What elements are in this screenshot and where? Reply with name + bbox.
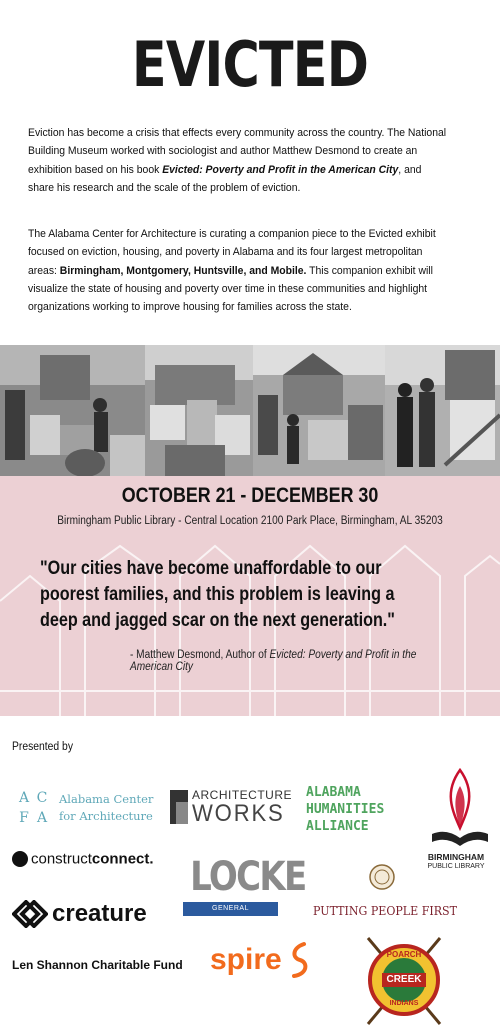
constructconnect-logo[interactable]: constructconnect. (12, 850, 162, 870)
intro-paragraph-1: Eviction has become a crisis that effects every community across the country. The National Building Museum worked with sociologist and author Matthew Desmond to create an exhibition based on his book Evicted: Poverty and Profit in the American City, and share his research and the scale of the problem of eviction. (28, 127, 447, 194)
flame-book-icon (430, 766, 490, 846)
architecture-works-logo[interactable]: ARCHITECTURE WORKS (170, 788, 280, 828)
presented-by-heading: Presented by (12, 741, 73, 753)
acfa-logo[interactable]: A C F A Alabama Center for Architecture (18, 790, 154, 826)
book-title: Evicted: Poverty and Profit in the American City (162, 163, 399, 176)
eviction-photo-2 (145, 345, 253, 476)
event-dates: OCTOBER 21 - DECEMBER 30 (121, 484, 379, 507)
alabama-humanities-alliance-logo[interactable]: ALABAMA HUMANITIES ALLIANCE (306, 785, 385, 834)
spire-mark-icon (286, 940, 312, 980)
page-title: EVICTED (131, 28, 369, 101)
quote-attribution: - Matthew Desmond, Author of Evicted: Poverty and Profit in the American City (130, 649, 417, 673)
locke-logo[interactable]: LOCKE GENERAL CONTRACTORS (183, 856, 278, 920)
intro-paragraph-2: The Alabama Center for Architecture is curating a companion piece to the Evicted exhibit focused on eviction, housing, and poverty in Alabama and its four largest metropolitan areas: Birmingham, Montgomery, Huntsville, and Mobile. This companion exhibit will visualize the state of housing and poverty over time in these communities and highlight organizations working to improve housing for families across the state. (28, 228, 436, 314)
city-seal-icon (369, 864, 395, 890)
city-list: Birmingham, Montgomery, Huntsville, and Mobile. (59, 264, 307, 277)
birmingham-public-library-logo[interactable]: BIRMINGHAM PUBLIC LIBRARY (416, 766, 496, 876)
creature-mark-icon (12, 900, 48, 928)
event-venue: Birmingham Public Library - Central Location 2100 Park Place, Birmingham, AL 35203 (57, 515, 443, 527)
eviction-photo-3 (253, 345, 385, 476)
eviction-photo-4 (385, 345, 500, 476)
poarch-creek-indians-logo[interactable]: POARCH CREEK INDIANS (358, 928, 450, 1032)
putting-people-first-logo[interactable]: PUTTING PEOPLE FIRST (305, 864, 465, 924)
desmond-quote: "Our cities have become unaffordable to our poorest families, and this problem is leaving a deep and jagged scar on the next generation." (40, 558, 395, 631)
constructconnect-mark-icon (12, 851, 28, 867)
eviction-photo-1 (0, 345, 145, 476)
architecture-works-mark-icon (170, 790, 188, 824)
spire-logo[interactable]: spire (210, 940, 310, 984)
photo-collage (0, 345, 500, 476)
len-shannon-logo[interactable]: Len Shannon Charitable Fund (12, 958, 183, 972)
creature-logo[interactable]: creature (12, 900, 162, 932)
